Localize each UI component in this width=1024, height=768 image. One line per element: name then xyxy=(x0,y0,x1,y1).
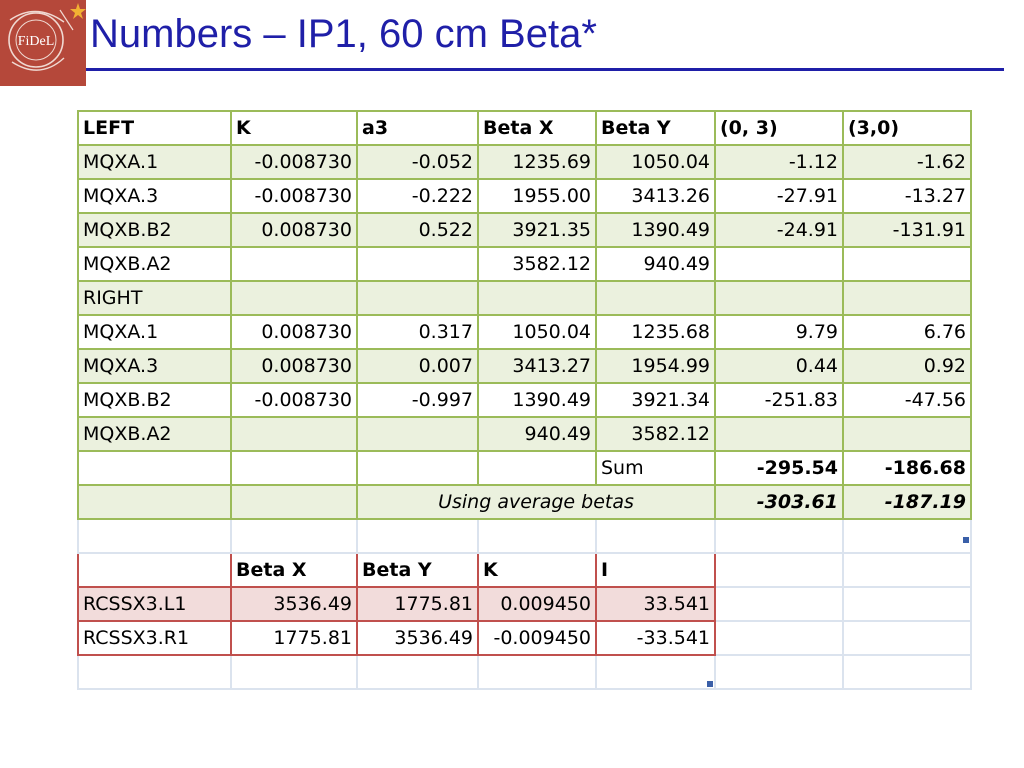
table-cell[interactable] xyxy=(478,281,596,315)
sum-03-value[interactable]: -295.54 xyxy=(715,451,843,485)
table-cell[interactable]: -1.62 xyxy=(843,145,971,179)
fidel-logo-icon xyxy=(0,0,86,86)
title-underline xyxy=(86,68,1004,71)
table-cell[interactable]: -27.91 xyxy=(715,179,843,213)
table-cell[interactable] xyxy=(78,485,231,519)
table-cell[interactable] xyxy=(843,553,971,587)
table-row xyxy=(78,621,971,655)
table-cell[interactable] xyxy=(715,587,843,621)
table-cell[interactable]: 0.44 xyxy=(715,349,843,383)
table-cell[interactable] xyxy=(357,655,478,689)
table-cell[interactable] xyxy=(478,519,596,553)
table-cell[interactable]: 0.008730 xyxy=(231,349,357,383)
table-cell[interactable]: 1955.00 xyxy=(478,179,596,213)
empty-row xyxy=(78,655,971,689)
table-cell[interactable] xyxy=(843,621,971,655)
table-cell[interactable] xyxy=(843,655,971,689)
table-cell[interactable]: -0.222 xyxy=(357,179,478,213)
table-row xyxy=(78,281,971,315)
table-row xyxy=(78,349,971,383)
table-cell[interactable]: MQXB.A2 xyxy=(78,247,231,281)
table-cell[interactable]: -251.83 xyxy=(715,383,843,417)
table-cell[interactable]: -0.008730 xyxy=(231,179,357,213)
table-row xyxy=(78,213,971,247)
table-cell[interactable]: -0.008730 xyxy=(231,145,357,179)
header-cell[interactable]: Beta Y xyxy=(357,553,478,587)
table-cell[interactable] xyxy=(357,451,478,485)
table-cell[interactable]: 3921.34 xyxy=(596,383,715,417)
table-cell[interactable] xyxy=(596,655,715,689)
header-cell[interactable]: (3,0) xyxy=(843,111,971,145)
table-cell[interactable]: 33.541 xyxy=(596,587,715,621)
table-cell[interactable]: -13.27 xyxy=(843,179,971,213)
table-cell[interactable]: 3582.12 xyxy=(478,247,596,281)
table-cell[interactable]: -0.008730 xyxy=(231,383,357,417)
header-cell[interactable]: K xyxy=(231,111,357,145)
table-cell[interactable] xyxy=(478,655,596,689)
header-cell[interactable]: a3 xyxy=(357,111,478,145)
table-cell[interactable]: RCSSX3.L1 xyxy=(78,587,231,621)
table-row xyxy=(78,383,971,417)
logo-text: FiDeL xyxy=(17,34,55,49)
table-cell[interactable]: -0.997 xyxy=(357,383,478,417)
table-cell[interactable] xyxy=(715,655,843,689)
table-cell[interactable]: 1954.99 xyxy=(596,349,715,383)
table-cell[interactable]: MQXA.3 xyxy=(78,349,231,383)
table-cell[interactable] xyxy=(231,247,357,281)
average-label[interactable]: Using average betas xyxy=(357,485,715,519)
sum-30-value[interactable]: -186.68 xyxy=(843,451,971,485)
table-cell[interactable] xyxy=(231,519,357,553)
header-cell[interactable] xyxy=(78,553,231,587)
table-cell[interactable]: -1.12 xyxy=(715,145,843,179)
table-cell[interactable] xyxy=(231,417,357,451)
table-cell[interactable]: 1390.49 xyxy=(596,213,715,247)
table-cell[interactable]: MQXA.1 xyxy=(78,145,231,179)
sum-label[interactable]: Sum xyxy=(596,451,715,485)
table-cell[interactable] xyxy=(596,281,715,315)
table-cell[interactable]: 3413.26 xyxy=(596,179,715,213)
table-cell[interactable]: -0.009450 xyxy=(478,621,596,655)
empty-row xyxy=(78,519,971,553)
table-cell[interactable]: 3536.49 xyxy=(231,587,357,621)
table-cell[interactable]: 0.522 xyxy=(357,213,478,247)
avg-03-value[interactable]: -303.61 xyxy=(715,485,843,519)
table-cell[interactable]: 0.008730 xyxy=(231,213,357,247)
header-cell[interactable]: K xyxy=(478,553,596,587)
table-cell[interactable]: RCSSX3.R1 xyxy=(78,621,231,655)
table-cell[interactable] xyxy=(478,451,596,485)
table-cell[interactable]: 1775.81 xyxy=(231,621,357,655)
table-cell[interactable] xyxy=(231,485,357,519)
table-cell[interactable]: MQXB.B2 xyxy=(78,383,231,417)
table-cell[interactable]: 3582.12 xyxy=(596,417,715,451)
table-cell[interactable]: -33.541 xyxy=(596,621,715,655)
table-cell[interactable] xyxy=(78,655,231,689)
fidel-logo xyxy=(0,0,86,86)
table-cell[interactable]: 3921.35 xyxy=(478,213,596,247)
table-cell[interactable] xyxy=(843,247,971,281)
table-cell[interactable] xyxy=(715,519,843,553)
table-cell[interactable]: MQXB.B2 xyxy=(78,213,231,247)
table-cell[interactable]: -0.052 xyxy=(357,145,478,179)
table-cell[interactable] xyxy=(596,519,715,553)
table-cell[interactable]: 0.009450 xyxy=(478,587,596,621)
table-cell[interactable]: 1235.68 xyxy=(596,315,715,349)
table-cell[interactable] xyxy=(357,519,478,553)
table2-header-row xyxy=(78,553,971,587)
average-row xyxy=(78,485,971,519)
table-row xyxy=(78,417,971,451)
table-row xyxy=(78,587,971,621)
sum-row xyxy=(78,451,971,485)
table-cell[interactable]: 3413.27 xyxy=(478,349,596,383)
table-cell[interactable]: -24.91 xyxy=(715,213,843,247)
table-cell[interactable]: -47.56 xyxy=(843,383,971,417)
table-cell[interactable] xyxy=(715,247,843,281)
header-cell[interactable]: (0, 3) xyxy=(715,111,843,145)
table-cell[interactable]: 6.76 xyxy=(843,315,971,349)
table-cell[interactable]: 0.007 xyxy=(357,349,478,383)
table-cell[interactable]: 1050.04 xyxy=(478,315,596,349)
table-cell[interactable]: -131.91 xyxy=(843,213,971,247)
avg-30-value[interactable]: -187.19 xyxy=(843,485,971,519)
table-cell[interactable]: 9.79 xyxy=(715,315,843,349)
table-cell[interactable] xyxy=(715,281,843,315)
table-row xyxy=(78,179,971,213)
table-cell[interactable] xyxy=(843,281,971,315)
header-cell[interactable]: Beta Y xyxy=(596,111,715,145)
table1-header-row xyxy=(78,111,971,145)
table-cell[interactable] xyxy=(78,519,231,553)
table-cell[interactable] xyxy=(715,553,843,587)
table-row xyxy=(78,315,971,349)
table-cell[interactable] xyxy=(843,519,971,553)
table-cell[interactable] xyxy=(357,417,478,451)
slide-title: Numbers – IP1, 60 cm Beta* xyxy=(90,12,597,56)
table1-resize-handle[interactable] xyxy=(963,537,969,543)
table-cell[interactable]: 940.49 xyxy=(596,247,715,281)
header-cell[interactable]: I xyxy=(596,553,715,587)
table2-resize-handle[interactable] xyxy=(707,681,713,687)
table-cell[interactable] xyxy=(843,587,971,621)
table-cell[interactable] xyxy=(715,621,843,655)
table-cell[interactable] xyxy=(231,451,357,485)
header-cell[interactable]: Beta X xyxy=(478,111,596,145)
table-cell[interactable]: 0.008730 xyxy=(231,315,357,349)
table-cell[interactable]: 0.92 xyxy=(843,349,971,383)
table-cell[interactable]: 1235.69 xyxy=(478,145,596,179)
table-cell[interactable] xyxy=(231,655,357,689)
table-cell[interactable]: RIGHT xyxy=(78,281,231,315)
table-cell[interactable] xyxy=(357,247,478,281)
table-cell[interactable]: MQXA.3 xyxy=(78,179,231,213)
table-cell[interactable] xyxy=(78,451,231,485)
header-cell[interactable]: Beta X xyxy=(231,553,357,587)
table-cell[interactable]: 940.49 xyxy=(478,417,596,451)
data-table xyxy=(77,110,972,690)
table-cell[interactable]: 1775.81 xyxy=(357,587,478,621)
table-cell[interactable]: MQXB.A2 xyxy=(78,417,231,451)
table-cell[interactable]: 0.317 xyxy=(357,315,478,349)
table-row xyxy=(78,145,971,179)
table-cell[interactable]: MQXA.1 xyxy=(78,315,231,349)
table-cell[interactable] xyxy=(231,281,357,315)
table-cell[interactable]: 3536.49 xyxy=(357,621,478,655)
table-cell[interactable] xyxy=(357,281,478,315)
table-cell[interactable]: 1390.49 xyxy=(478,383,596,417)
table-cell[interactable]: 1050.04 xyxy=(596,145,715,179)
table-cell[interactable] xyxy=(843,417,971,451)
header-cell[interactable]: LEFT xyxy=(78,111,231,145)
table-cell[interactable] xyxy=(715,417,843,451)
table-row xyxy=(78,247,971,281)
